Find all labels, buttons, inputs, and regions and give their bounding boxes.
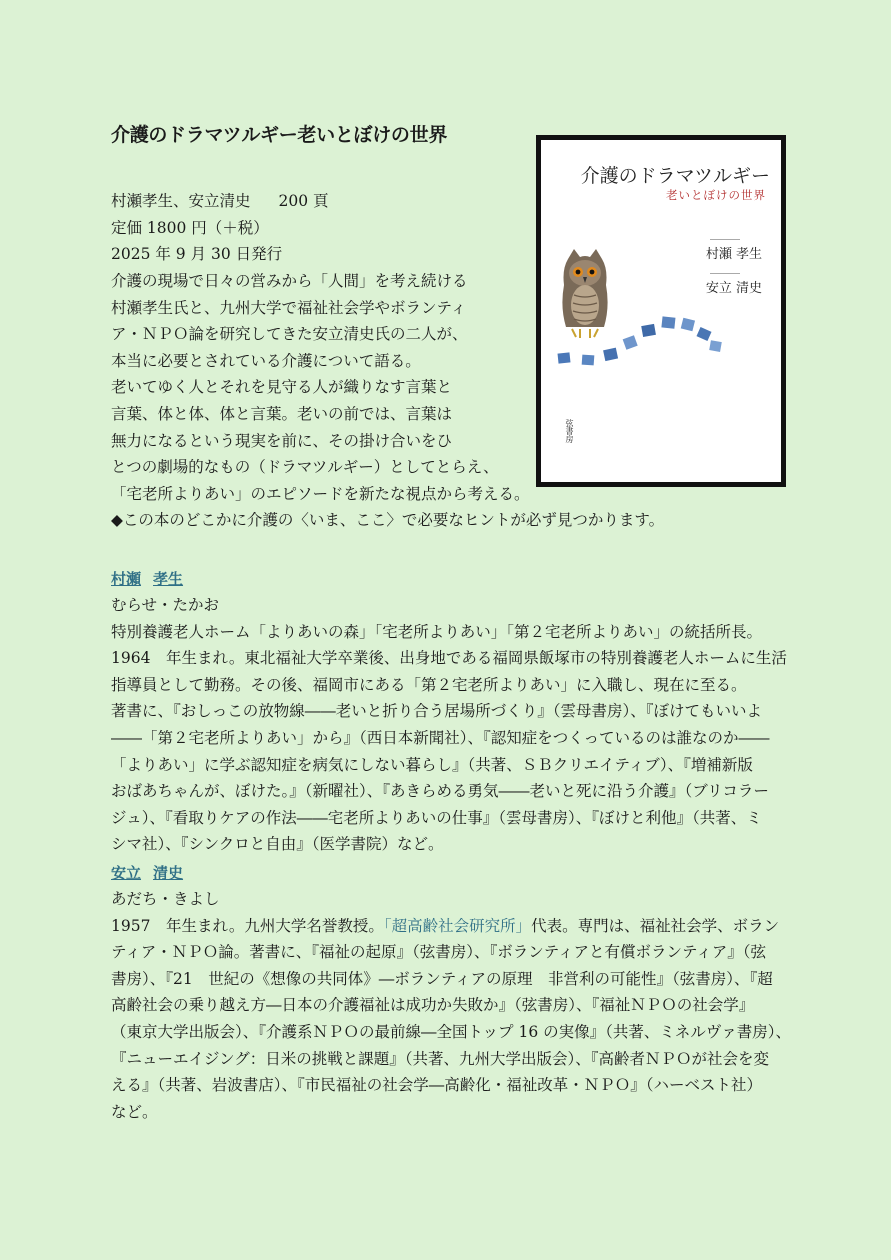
book-cover-inner xyxy=(541,140,781,482)
author1-bio-line: おばあちゃんが、ぼけた。』（新曜社）、『あきらめる勇気――老いと死に沿う介護』（ブリコラー xyxy=(111,782,769,801)
description-line: 「宅老所よりあい」のエピソードを新たな視点から考える。 xyxy=(111,484,530,503)
description-line: 介護の現場で日々の営みから「人間」を考え続ける xyxy=(111,272,468,290)
author2-bio-line: ティア・ＮＰＯ論。著書に、『福祉の起原』（弦書房）、『ボランティアと有償ボランティア』（弦 xyxy=(111,943,767,962)
description-line: とつの劇場的なもの（ドラマツルギー）としてとらえ、 xyxy=(111,458,499,477)
author1-heading[interactable] xyxy=(111,568,183,589)
author1-bio-line: 「よりあい」に学ぶ認知症を病気にしない暮らし』（共著、ＳＢクリエイティブ）、『増補新版 xyxy=(111,755,753,774)
cover-author1: 村瀬 孝生 xyxy=(705,247,762,262)
author1-bio-line: 著書に、『おしっこの放物線――老いと折り合う居場所づくり』（雲母書房）、『ぼけてもいいよ xyxy=(111,702,763,721)
cover-publisher: 弦書房 xyxy=(565,419,574,443)
author2-bio-line: など。 xyxy=(111,1102,158,1121)
author1-bio-line: シマ社）、『シンクロと自由』（医学書院）など。 xyxy=(111,835,444,854)
author2-bio-line: える』（共著、岩波書店）、『市民福祉の社会学―高齢化・福祉改革・ＮＰＯ』（ハーベスト社） xyxy=(111,1076,763,1095)
book-cover xyxy=(536,135,786,487)
author2-bio-line xyxy=(111,913,791,940)
author1-block xyxy=(111,592,787,858)
author2-given: 清史 xyxy=(153,864,184,882)
author1-bio-line: ――「第２宅老所よりあい」から』（西日本新聞社）、『認知症をつくっているのは誰なのか―― xyxy=(111,728,770,747)
author2-bio-line: 高齢社会の乗り越え方―日本の介護福祉は成功か失敗か』（弦書房）、『福祉ＮＰＯの社会学』 xyxy=(111,996,755,1015)
cover-author2-rule xyxy=(710,273,740,274)
page-count: 200 頁 xyxy=(278,192,329,210)
author1-bio-line: 特別養護老人ホーム「よりあいの森」「宅老所よりあい」「第２宅老所よりあい」の統括所長。 xyxy=(111,622,763,641)
description-line: ア・ＮＰＯ論を研究してきた安立清史氏の二人が、 xyxy=(111,325,468,344)
authors: 村瀬孝生、安立清史 xyxy=(111,192,251,210)
description-line: 言葉、体と体、体と言葉。老いの前では、言葉は xyxy=(111,404,453,423)
author2-reading: あだち・きよし xyxy=(111,890,220,908)
description-line: 村瀬孝生氏と、九州大学で福祉社会学やボランティ xyxy=(111,298,467,317)
cover-author2: 安立 清史 xyxy=(705,281,762,296)
author2-bio-line: 書房）、『21 世紀の《想像の共同体》―ボランティアの原理 非営利の可能性』（弦書房）、『超 xyxy=(111,969,773,988)
author2-bio-line: 『ニューエイジング：日米の挑戦と課題』（共著、九州大学出版会）、『高齢者ＮＰＯが社会を変 xyxy=(111,1049,770,1068)
author2-bio-post: 代表。専門は、福祉社会学、ボラン xyxy=(531,916,780,935)
author2-surname: 安立 xyxy=(111,864,142,882)
description-line: 本当に必要とされている介護について語る。 xyxy=(111,351,421,370)
description-line: 無力になるという現実を前に、その掛け合いをひ xyxy=(111,431,453,450)
authors-line xyxy=(111,188,329,215)
author1-bio-line: ジュ）、『看取りケアの作法――宅老所よりあいの仕事』（雲母書房）、『ぼけと利他』（共著、ミ xyxy=(111,808,762,827)
cover-subtitle: 老いとぼけの世界 xyxy=(666,188,766,202)
institute-link[interactable]: 「超高齢社会研究所」 xyxy=(383,916,532,935)
blue-tiles-wave-icon xyxy=(552,301,732,371)
author1-surname: 村瀬 xyxy=(111,570,142,588)
author2-bio-pre: 1957 年生まれ。九州大学名誉教授。 xyxy=(111,916,384,935)
author1-reading: むらせ・たかお xyxy=(111,596,220,614)
author2-bio-line: （東京大学出版会）、『介護系ＮＰＯの最前線―全国トップ 16 の実像』（共著、ミネルヴァ書房）、 xyxy=(111,1022,791,1041)
book-meta xyxy=(111,188,329,268)
description-line: 老いてゆく人とそれを見守る人が織りなす言葉と xyxy=(111,378,453,397)
author1-bio-line: 1964 年生まれ。東北福祉大学卒業後、出身地である福岡県飯塚市の特別養護老人ホームに生活 xyxy=(111,649,787,668)
description-line: ◆この本のどこかに介護の〈いま、ここ〉で必要なヒントが必ず見つかります。 xyxy=(111,511,665,530)
author1-bio-line: 指導員として勤務。その後、福岡市にある「第２宅老所よりあい」に入職し、現在に至る。 xyxy=(111,675,747,694)
book-title: 介護のドラマツルギー老いとぼけの世界 xyxy=(111,124,448,146)
author2-block xyxy=(111,886,791,1125)
author2-heading[interactable] xyxy=(111,862,183,883)
cover-author1-rule xyxy=(710,239,740,240)
publish-date: 2025 年 9 月 30 日発行 xyxy=(111,245,283,264)
author1-given: 孝生 xyxy=(153,570,184,588)
price: 定価 1800 円（＋税） xyxy=(111,218,269,237)
cover-title: 介護のドラマツルギー xyxy=(580,165,770,187)
